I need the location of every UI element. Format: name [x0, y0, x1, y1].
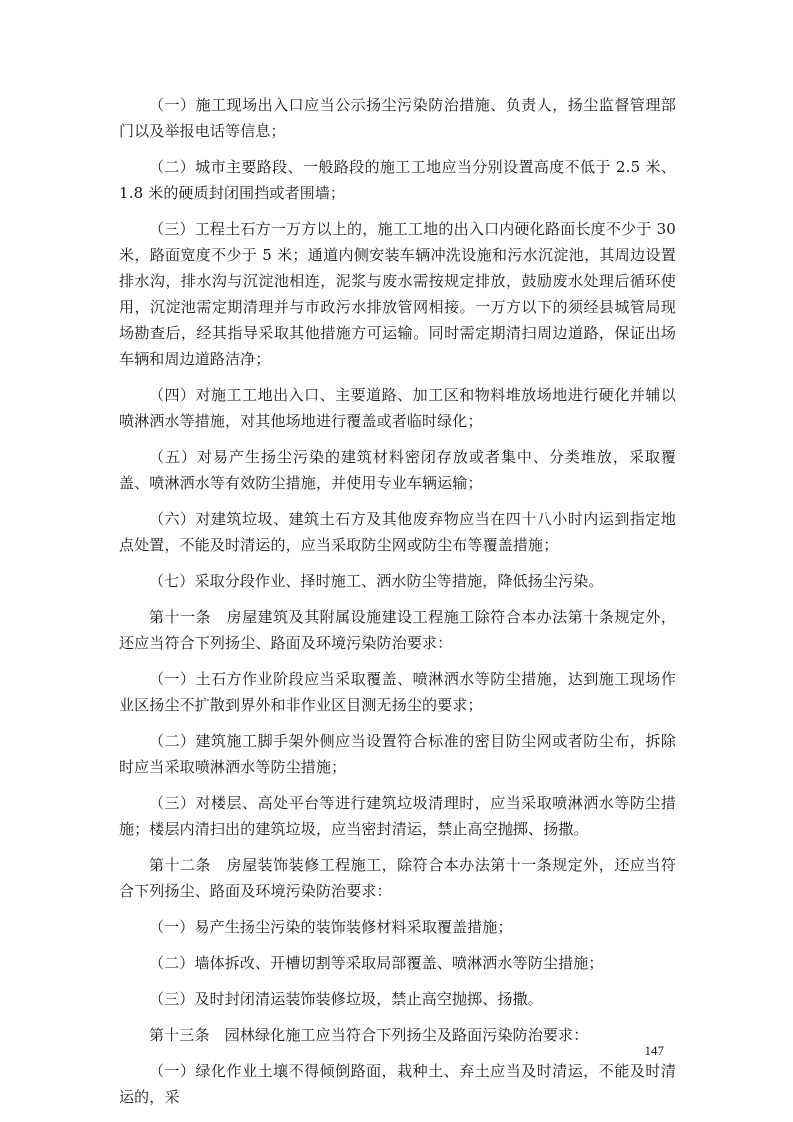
paragraph: （六）对建筑垃圾、建筑土石方及其他废弃物应当在四十八小时内运到指定地点处置，不能及时清运的，应当采取防尘网或防尘布等覆盖措施；: [119, 510, 676, 554]
paragraph: （三）及时封闭清运装饰装修垃圾，禁止高空抛掷、扬撒。: [149, 990, 543, 1008]
paragraph: （一）土石方作业阶段应当采取覆盖、喷淋洒水等防尘措施，达到施工现场作业区扬尘不扩散到界外和非作业区目测无扬尘的要求；: [119, 670, 676, 714]
paragraph: （七）采取分段作业、择时施工、洒水防尘等措施，降低扬尘污染。: [149, 572, 604, 590]
paragraph: （二）建筑施工脚手架外侧应当设置符合标准的密目防尘网或者防尘布，拆除时应当采取喷淋洒水等防尘措施；: [119, 732, 676, 776]
page-number: 147: [644, 1043, 664, 1058]
article-paragraph: 第十三条 园林绿化施工应当符合下列扬尘及路面污染防治要求：: [149, 1026, 589, 1044]
paragraph: （二）墙体拆改、开槽切割等采取局部覆盖、喷淋洒水等防尘措施；: [149, 954, 604, 972]
paragraph: （一）易产生扬尘污染的装饰装修材料采取覆盖措施；: [149, 918, 513, 936]
paragraph: （三）对楼层、高处平台等进行建筑垃圾清理时，应当采取喷淋洒水等防尘措施；楼层内清扫出的建筑垃圾，应当密封清运，禁止高空抛掷、扬撒。: [119, 794, 676, 838]
article-paragraph: 第十一条 房屋建筑及其附属设施建设工程施工除符合本办法第十条规定外，还应当符合下列扬尘、路面及环境污染防治要求：: [119, 608, 676, 652]
paragraph: （二）城市主要路段、一般路段的施工工地应当分别设置高度不低于 2.5 米、1.8 米的硬质封闭围挡或者围墙；: [119, 158, 676, 202]
paragraph: （一）绿化作业土壤不得倾倒路面，栽种土、弃土应当及时清运，不能及时清运的，采: [119, 1062, 676, 1106]
paragraph: （三）工程土石方一万方以上的，施工工地的出入口内硬化路面长度不少于 30 米，路面宽度不少于 5 米；通道内侧安装车辆冲洗设施和污水沉淀池，其周边设置排水沟，排水沟与沉淀池相连，泥浆与废水需按规定排放，鼓励废水处理后循环使用，沉淀池需定期清理并与市政污水排放管网相接。一万方以下的须经县城管局现场勘查后，经其指导采取其他措施方可运输。同时需定期清扫周边道路，保证出场车辆和周边道路洁净；: [119, 220, 676, 368]
paragraph: （四）对施工工地出入口、主要道路、加工区和物料堆放场地进行硬化并辅以喷淋洒水等措施，对其他场地进行覆盖或者临时绿化；: [119, 386, 676, 430]
article-paragraph: 第十二条 房屋装饰装修工程施工，除符合本办法第十一条规定外，还应当符合下列扬尘、路面及环境污染防治要求：: [119, 856, 676, 900]
paragraph: （一）施工现场出入口应当公示扬尘污染防治措施、负责人，扬尘监督管理部门以及举报电话等信息；: [119, 96, 676, 140]
paragraph: （五）对易产生扬尘污染的建筑材料密闭存放或者集中、分类堆放，采取覆盖、喷淋洒水等有效防尘措施，并使用专业车辆运输；: [119, 448, 676, 492]
document-body: [119, 92, 676, 1120]
